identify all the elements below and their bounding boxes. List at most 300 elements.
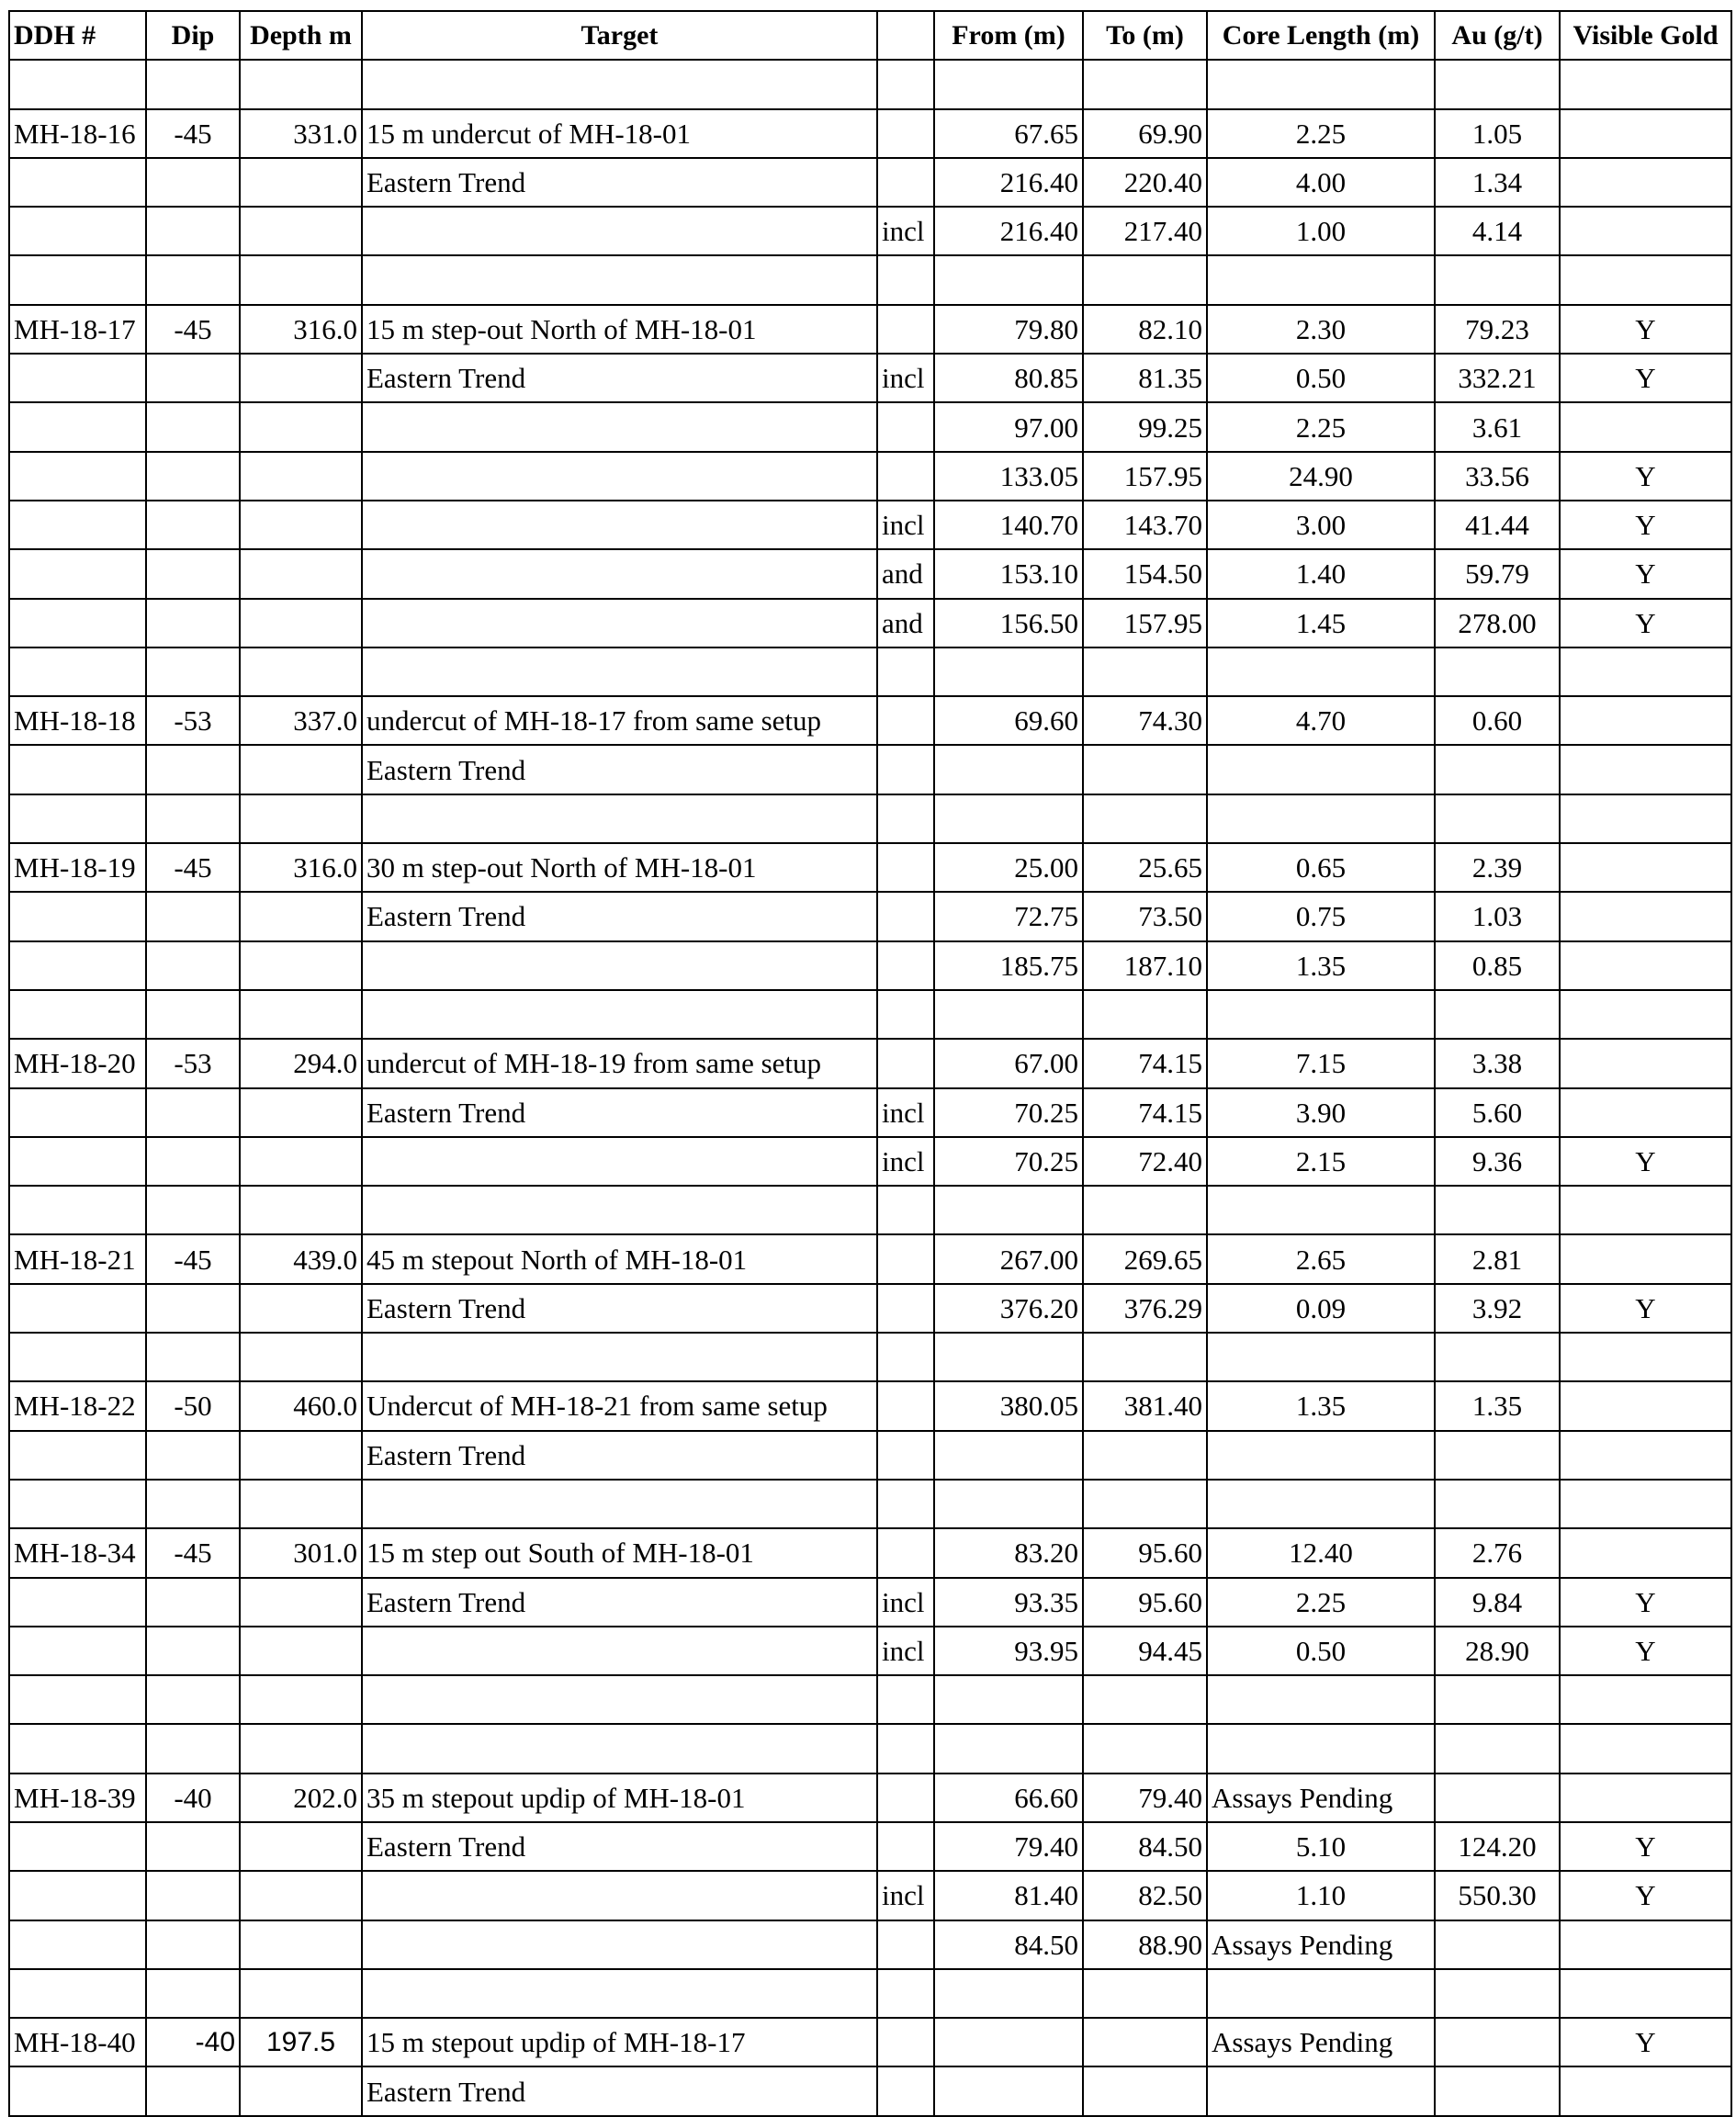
cell-au: 59.79: [1435, 549, 1560, 598]
cell-ddh: [9, 354, 146, 402]
cell-depth: 460.0: [240, 1381, 362, 1430]
cell-ddh: [9, 452, 146, 501]
cell-core-length: 2.25: [1207, 1578, 1435, 1627]
cell-depth: [240, 354, 362, 402]
cell-to: 25.65: [1083, 843, 1207, 892]
cell-dip: [146, 647, 240, 696]
cell-depth: [240, 158, 362, 207]
cell-au: [1435, 1431, 1560, 1480]
table-row: [9, 1431, 1731, 1480]
cell-au: 1.35: [1435, 1381, 1560, 1430]
cell-core-length: [1207, 647, 1435, 696]
cell-from: 25.00: [934, 843, 1083, 892]
cell-au: [1435, 1186, 1560, 1234]
cell-dip: [146, 1822, 240, 1871]
cell-au: 0.60: [1435, 696, 1560, 745]
cell-depth: [240, 501, 362, 549]
cell-ddh: [9, 1969, 146, 2018]
cell-ddh: [9, 158, 146, 207]
cell-to: 81.35: [1083, 354, 1207, 402]
cell-au: 2.39: [1435, 843, 1560, 892]
cell-au: 41.44: [1435, 501, 1560, 549]
cell-au: 550.30: [1435, 1871, 1560, 1920]
cell-to: 69.90: [1083, 109, 1207, 158]
cell-ddh: [9, 255, 146, 304]
cell-qualifier: [877, 1431, 934, 1480]
cell-to: [1083, 1969, 1207, 2018]
cell-visible-gold: Y: [1560, 1871, 1731, 1920]
cell-qualifier: incl: [877, 1871, 934, 1920]
header-dip: Dip: [146, 11, 240, 60]
cell-dip: [146, 1920, 240, 1969]
cell-ddh: [9, 1627, 146, 1675]
cell-visible-gold: [1560, 1969, 1731, 2018]
cell-from: [934, 1480, 1083, 1528]
cell-qualifier: [877, 990, 934, 1039]
cell-visible-gold: [1560, 647, 1731, 696]
cell-from: 216.40: [934, 158, 1083, 207]
cell-depth: [240, 2066, 362, 2115]
cell-to: [1083, 1333, 1207, 1381]
cell-target: 45 m stepout North of MH-18-01: [362, 1234, 877, 1283]
cell-dip: [146, 1186, 240, 1234]
cell-depth: [240, 1431, 362, 1480]
cell-visible-gold: [1560, 1431, 1731, 1480]
cell-depth: [240, 1969, 362, 2018]
cell-ddh: MH-18-40: [9, 2018, 146, 2066]
table-row: [9, 1627, 1731, 1675]
cell-from: 97.00: [934, 402, 1083, 451]
cell-visible-gold: [1560, 941, 1731, 990]
cell-depth: [240, 745, 362, 794]
cell-target: 15 m undercut of MH-18-01: [362, 109, 877, 158]
table-row: [9, 255, 1731, 304]
cell-to: 99.25: [1083, 402, 1207, 451]
cell-depth: 316.0: [240, 305, 362, 354]
cell-depth: 202.0: [240, 1774, 362, 1822]
table-row: [9, 892, 1731, 940]
header-qualifier: [877, 11, 934, 60]
cell-visible-gold: [1560, 207, 1731, 255]
cell-from: 153.10: [934, 549, 1083, 598]
cell-dip: [146, 501, 240, 549]
cell-depth: [240, 1186, 362, 1234]
cell-core-length: [1207, 990, 1435, 1039]
cell-target: [362, 1333, 877, 1381]
cell-target: 15 m step out South of MH-18-01: [362, 1528, 877, 1577]
cell-depth: [240, 1137, 362, 1186]
cell-depth: [240, 60, 362, 108]
cell-visible-gold: [1560, 109, 1731, 158]
cell-to: 95.60: [1083, 1528, 1207, 1577]
cell-ddh: [9, 647, 146, 696]
cell-depth: [240, 647, 362, 696]
cell-dip: [146, 1578, 240, 1627]
cell-qualifier: incl: [877, 1578, 934, 1627]
cell-au: 5.60: [1435, 1088, 1560, 1137]
cell-au: 278.00: [1435, 599, 1560, 647]
cell-visible-gold: [1560, 1333, 1731, 1381]
cell-qualifier: [877, 1969, 934, 2018]
cell-core-length: [1207, 794, 1435, 843]
cell-ddh: MH-18-21: [9, 1234, 146, 1283]
table-row: [9, 305, 1731, 354]
cell-from: [934, 1675, 1083, 1724]
cell-target: undercut of MH-18-17 from same setup: [362, 696, 877, 745]
cell-target: [362, 599, 877, 647]
cell-qualifier: [877, 1381, 934, 1430]
cell-from: 81.40: [934, 1871, 1083, 1920]
cell-qualifier: [877, 452, 934, 501]
cell-from: [934, 1333, 1083, 1381]
cell-core-length: [1207, 1480, 1435, 1528]
cell-dip: [146, 990, 240, 1039]
table-row: [9, 109, 1731, 158]
cell-qualifier: [877, 843, 934, 892]
cell-core-length: [1207, 1186, 1435, 1234]
cell-dip: [146, 1431, 240, 1480]
cell-ddh: [9, 549, 146, 598]
cell-au: [1435, 1675, 1560, 1724]
cell-au: 28.90: [1435, 1627, 1560, 1675]
table-row: [9, 354, 1731, 402]
cell-to: 82.50: [1083, 1871, 1207, 1920]
cell-depth: 331.0: [240, 109, 362, 158]
cell-visible-gold: [1560, 255, 1731, 304]
cell-core-length: [1207, 2066, 1435, 2115]
cell-core-length: [1207, 255, 1435, 304]
cell-qualifier: [877, 1480, 934, 1528]
cell-depth: 294.0: [240, 1039, 362, 1087]
cell-core-length: 1.40: [1207, 549, 1435, 598]
cell-qualifier: [877, 941, 934, 990]
cell-core-length: 2.25: [1207, 109, 1435, 158]
cell-depth: [240, 1724, 362, 1773]
cell-au: 332.21: [1435, 354, 1560, 402]
cell-from: [934, 1724, 1083, 1773]
cell-depth: [240, 1920, 362, 1969]
cell-visible-gold: [1560, 402, 1731, 451]
cell-core-length: 5.10: [1207, 1822, 1435, 1871]
cell-depth: [240, 794, 362, 843]
cell-visible-gold: Y: [1560, 305, 1731, 354]
cell-target: Eastern Trend: [362, 1578, 877, 1627]
cell-core-length: 24.90: [1207, 452, 1435, 501]
cell-visible-gold: Y: [1560, 1284, 1731, 1333]
cell-to: [1083, 1724, 1207, 1773]
cell-to: 74.30: [1083, 696, 1207, 745]
cell-qualifier: [877, 158, 934, 207]
cell-dip: [146, 60, 240, 108]
cell-au: [1435, 745, 1560, 794]
cell-au: 1.34: [1435, 158, 1560, 207]
cell-dip: [146, 892, 240, 940]
cell-ddh: [9, 941, 146, 990]
cell-core-length: [1207, 745, 1435, 794]
cell-to: 157.95: [1083, 599, 1207, 647]
cell-au: 9.84: [1435, 1578, 1560, 1627]
cell-visible-gold: Y: [1560, 354, 1731, 402]
cell-au: [1435, 1774, 1560, 1822]
cell-ddh: MH-18-20: [9, 1039, 146, 1087]
cell-from: [934, 794, 1083, 843]
table-row: [9, 1381, 1731, 1430]
cell-dip: -45: [146, 1234, 240, 1283]
cell-depth: [240, 1333, 362, 1381]
cell-from: 70.25: [934, 1088, 1083, 1137]
cell-ddh: [9, 1088, 146, 1137]
cell-au: 124.20: [1435, 1822, 1560, 1871]
table-row: [9, 549, 1731, 598]
cell-au: [1435, 1724, 1560, 1773]
cell-from: 84.50: [934, 1920, 1083, 1969]
cell-depth: 439.0: [240, 1234, 362, 1283]
cell-qualifier: [877, 1774, 934, 1822]
cell-ddh: [9, 1920, 146, 1969]
cell-ddh: [9, 1578, 146, 1627]
cell-ddh: [9, 990, 146, 1039]
cell-dip: [146, 452, 240, 501]
cell-from: [934, 1431, 1083, 1480]
cell-ddh: [9, 207, 146, 255]
cell-from: [934, 2066, 1083, 2115]
table-row: [9, 941, 1731, 990]
cell-to: 84.50: [1083, 1822, 1207, 1871]
cell-au: 33.56: [1435, 452, 1560, 501]
cell-target: [362, 452, 877, 501]
cell-ddh: MH-18-22: [9, 1381, 146, 1430]
cell-target: Eastern Trend: [362, 1284, 877, 1333]
cell-depth: 301.0: [240, 1528, 362, 1577]
cell-from: 133.05: [934, 452, 1083, 501]
cell-dip: [146, 2066, 240, 2115]
cell-to: 381.40: [1083, 1381, 1207, 1430]
cell-visible-gold: [1560, 696, 1731, 745]
table-row: [9, 158, 1731, 207]
table-row: [9, 452, 1731, 501]
cell-to: 74.15: [1083, 1088, 1207, 1137]
cell-dip: [146, 1675, 240, 1724]
cell-qualifier: [877, 1724, 934, 1773]
table-row: [9, 2066, 1731, 2115]
table-row: [9, 1724, 1731, 1773]
cell-qualifier: [877, 255, 934, 304]
cell-qualifier: and: [877, 599, 934, 647]
table-row: [9, 696, 1731, 745]
cell-qualifier: [877, 696, 934, 745]
cell-from: [934, 60, 1083, 108]
cell-to: [1083, 1480, 1207, 1528]
cell-to: 157.95: [1083, 452, 1207, 501]
cell-ddh: [9, 60, 146, 108]
table-row: [9, 1871, 1731, 1920]
cell-au: [1435, 1920, 1560, 1969]
cell-target: Eastern Trend: [362, 158, 877, 207]
cell-qualifier: [877, 1186, 934, 1234]
table-row: [9, 1284, 1731, 1333]
cell-from: 156.50: [934, 599, 1083, 647]
cell-core-length: 0.75: [1207, 892, 1435, 940]
cell-core-length: 0.50: [1207, 1627, 1435, 1675]
cell-au: 3.61: [1435, 402, 1560, 451]
cell-core-length: 2.65: [1207, 1234, 1435, 1283]
header-au: Au (g/t): [1435, 11, 1560, 60]
cell-from: 380.05: [934, 1381, 1083, 1430]
cell-depth: [240, 549, 362, 598]
cell-to: 88.90: [1083, 1920, 1207, 1969]
cell-depth: [240, 402, 362, 451]
table-row: [9, 1039, 1731, 1087]
cell-visible-gold: [1560, 892, 1731, 940]
cell-from: 80.85: [934, 354, 1083, 402]
cell-visible-gold: [1560, 1528, 1731, 1577]
cell-target: [362, 990, 877, 1039]
cell-to: 95.60: [1083, 1578, 1207, 1627]
cell-visible-gold: Y: [1560, 1627, 1731, 1675]
cell-from: 67.65: [934, 109, 1083, 158]
cell-to: 74.15: [1083, 1039, 1207, 1087]
cell-ddh: MH-18-18: [9, 696, 146, 745]
cell-qualifier: [877, 60, 934, 108]
cell-visible-gold: [1560, 158, 1731, 207]
cell-qualifier: and: [877, 549, 934, 598]
cell-visible-gold: Y: [1560, 1137, 1731, 1186]
table-body: [9, 60, 1731, 2115]
cell-target: [362, 402, 877, 451]
cell-dip: [146, 1969, 240, 2018]
cell-core-length: Assays Pending: [1207, 1920, 1435, 1969]
cell-target: [362, 794, 877, 843]
cell-target: [362, 1627, 877, 1675]
drill-results-table: [8, 10, 1732, 2117]
cell-dip: [146, 599, 240, 647]
header-from: From (m): [934, 11, 1083, 60]
cell-ddh: [9, 1822, 146, 1871]
cell-to: 72.40: [1083, 1137, 1207, 1186]
cell-from: [934, 1969, 1083, 2018]
cell-dip: [146, 1333, 240, 1381]
cell-dip: -45: [146, 109, 240, 158]
cell-from: 376.20: [934, 1284, 1083, 1333]
cell-from: 72.75: [934, 892, 1083, 940]
cell-au: 3.38: [1435, 1039, 1560, 1087]
cell-core-length: 2.15: [1207, 1137, 1435, 1186]
cell-dip: [146, 1871, 240, 1920]
cell-from: 140.70: [934, 501, 1083, 549]
cell-dip: [146, 549, 240, 598]
table-row: [9, 1528, 1731, 1577]
table-row: [9, 1822, 1731, 1871]
cell-depth: [240, 1284, 362, 1333]
cell-core-length: Assays Pending: [1207, 1774, 1435, 1822]
cell-qualifier: [877, 1234, 934, 1283]
cell-depth: 337.0: [240, 696, 362, 745]
table-row: [9, 1088, 1731, 1137]
cell-core-length: [1207, 1969, 1435, 2018]
header-core-length: Core Length (m): [1207, 11, 1435, 60]
cell-dip: [146, 745, 240, 794]
cell-to: 154.50: [1083, 549, 1207, 598]
cell-au: 79.23: [1435, 305, 1560, 354]
cell-core-length: [1207, 1724, 1435, 1773]
cell-qualifier: [877, 892, 934, 940]
cell-depth: [240, 1578, 362, 1627]
cell-core-length: 1.10: [1207, 1871, 1435, 1920]
cell-visible-gold: [1560, 1675, 1731, 1724]
cell-core-length: 12.40: [1207, 1528, 1435, 1577]
cell-ddh: MH-18-34: [9, 1528, 146, 1577]
cell-target: [362, 207, 877, 255]
table-row: [9, 1675, 1731, 1724]
cell-visible-gold: [1560, 1480, 1731, 1528]
cell-core-length: 1.45: [1207, 599, 1435, 647]
table-row: [9, 207, 1731, 255]
cell-visible-gold: [1560, 990, 1731, 1039]
cell-visible-gold: [1560, 1039, 1731, 1087]
cell-qualifier: [877, 1333, 934, 1381]
table-row: [9, 1186, 1731, 1234]
cell-to: 73.50: [1083, 892, 1207, 940]
cell-qualifier: incl: [877, 1627, 934, 1675]
cell-depth: [240, 941, 362, 990]
cell-target: [362, 1969, 877, 2018]
cell-to: 79.40: [1083, 1774, 1207, 1822]
cell-au: [1435, 990, 1560, 1039]
cell-visible-gold: [1560, 60, 1731, 108]
cell-depth: [240, 1675, 362, 1724]
cell-visible-gold: Y: [1560, 501, 1731, 549]
cell-dip: [146, 255, 240, 304]
cell-to: [1083, 990, 1207, 1039]
cell-qualifier: [877, 402, 934, 451]
cell-au: 4.14: [1435, 207, 1560, 255]
cell-core-length: 7.15: [1207, 1039, 1435, 1087]
cell-ddh: [9, 599, 146, 647]
cell-core-length: 0.09: [1207, 1284, 1435, 1333]
cell-qualifier: incl: [877, 207, 934, 255]
cell-from: 79.40: [934, 1822, 1083, 1871]
cell-ddh: MH-18-17: [9, 305, 146, 354]
cell-au: 2.76: [1435, 1528, 1560, 1577]
cell-dip: -53: [146, 1039, 240, 1087]
cell-core-length: [1207, 1675, 1435, 1724]
cell-from: 93.95: [934, 1627, 1083, 1675]
cell-qualifier: [877, 1822, 934, 1871]
cell-depth: [240, 1871, 362, 1920]
cell-target: undercut of MH-18-19 from same setup: [362, 1039, 877, 1087]
cell-qualifier: [877, 1284, 934, 1333]
cell-qualifier: incl: [877, 1137, 934, 1186]
cell-au: [1435, 647, 1560, 696]
table-row: [9, 599, 1731, 647]
table-row: [9, 402, 1731, 451]
cell-dip: [146, 1627, 240, 1675]
cell-core-length: 3.90: [1207, 1088, 1435, 1137]
cell-visible-gold: [1560, 745, 1731, 794]
cell-dip: [146, 1137, 240, 1186]
cell-ddh: [9, 1675, 146, 1724]
cell-ddh: [9, 2066, 146, 2115]
cell-to: 143.70: [1083, 501, 1207, 549]
cell-visible-gold: [1560, 1724, 1731, 1773]
cell-depth: [240, 599, 362, 647]
cell-target: Eastern Trend: [362, 354, 877, 402]
table-row: [9, 1920, 1731, 1969]
header-to: To (m): [1083, 11, 1207, 60]
cell-depth: [240, 1480, 362, 1528]
cell-dip: -50: [146, 1381, 240, 1430]
cell-core-length: Assays Pending: [1207, 2018, 1435, 2066]
